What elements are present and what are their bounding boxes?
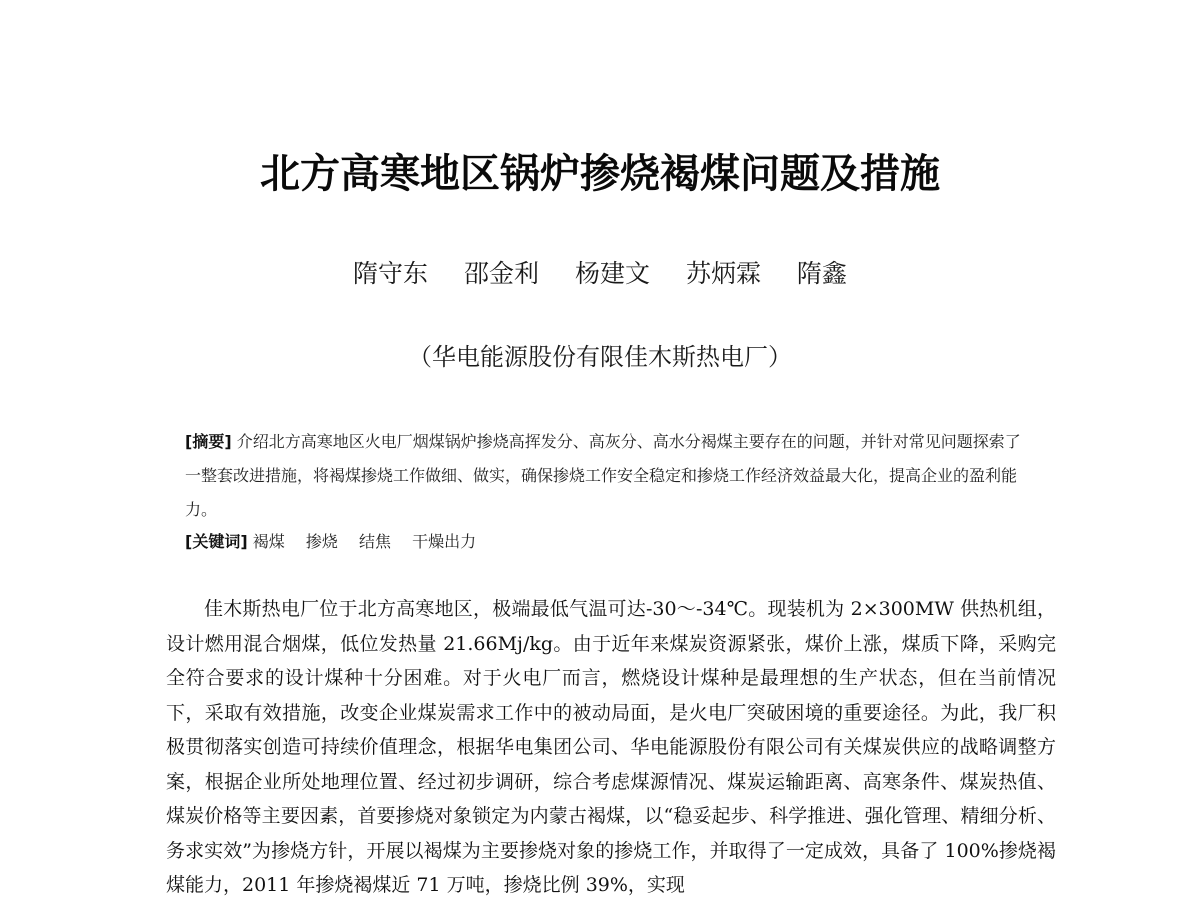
keyword-item: 掺烧 (305, 532, 338, 551)
author-name: 杨建文 (574, 259, 650, 288)
author-name: 邵金利 (464, 259, 540, 288)
keywords-section (185, 525, 1030, 559)
author-name: 隋鑫 (796, 259, 847, 288)
affiliation: （华电能源股份有限佳木斯热电厂） (408, 343, 792, 371)
keywords-label: [关键词] (185, 532, 248, 551)
abstract-section (185, 425, 1030, 527)
keyword-item: 结焦 (358, 532, 391, 551)
body-paragraph: 佳木斯热电厂位于北方高寒地区，极端最低气温可达-30～-34℃。现装机为 2×300MW 供热机组，设计燃用混合烟煤，低位发热量 21.66Mj/kg。由于近年来煤炭资源紧张，煤价上涨，煤质下降，采购完全符合要求的设计煤种十分困难。对于火电厂而言，燃烧设计煤种是最理想的生产状态，但在当前情况下，采取有效措施，改变企业煤炭需求工作中的被动局面，是火电厂突破困境的重要途径。为此，我厂积极贯彻落实创造可持续价值理念，根据华电集团公司、华电能源股份有限公司有关煤炭供应的战略调整方案，根据企业所处地理位置、经过初步调研，综合考虑煤源情况、煤炭运输距离、高寒条件、煤炭热值、煤炭价格等主要因素，首要掺烧对象锁定为内蒙古褐煤，以“稳妥起步、科学推进、强化管理、精细分析、务求实效”为掺烧方针，开展以褐煤为主要掺烧对象的掺烧工作，并取得了一定成效，具备了 100%掺烧褐煤能力，2011 年掺烧褐煤近 71 万吨，掺烧比例 39%，实现 (166, 598, 1056, 896)
abstract-label: [摘要] (185, 432, 232, 451)
author-name: 苏炳霖 (685, 259, 761, 288)
abstract-text: 介绍北方高寒地区火电厂烟煤锅炉掺烧高挥发分、高灰分、高水分褐煤主要存在的问题，并针对常见问题探索了一整套改进措施，将褐煤掺烧工作做细、做实，确保掺烧工作安全稳定和掺烧工作经济效益最大化，提高企业的盈利能力。 (185, 432, 1021, 519)
keyword-item: 褐煤 (252, 532, 285, 551)
author-list (0, 256, 1200, 292)
document-title: 北方高寒地区锅炉掺烧褐煤问题及措施 (260, 151, 940, 197)
keyword-item: 干燥出力 (412, 532, 477, 551)
author-name: 隋守东 (353, 259, 429, 288)
